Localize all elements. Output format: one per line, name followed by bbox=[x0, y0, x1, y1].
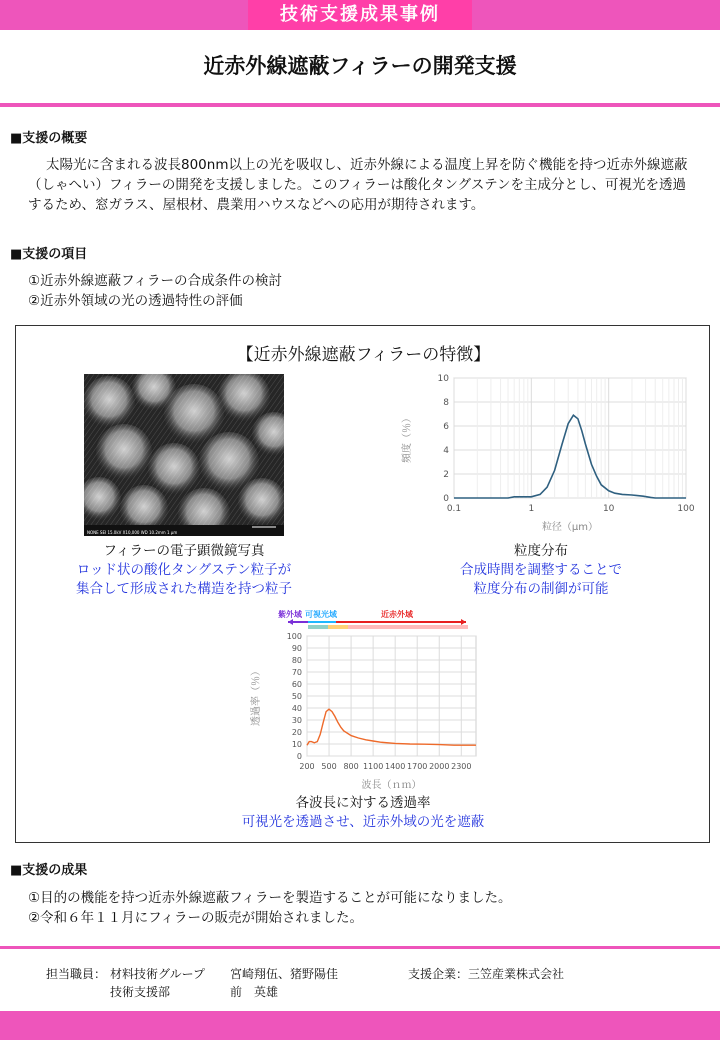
transmittance-grid bbox=[307, 636, 476, 756]
banner-label: 技術支援成果事例 bbox=[248, 0, 472, 30]
transmittance-series-line bbox=[307, 709, 476, 745]
x-tick-label: 500 bbox=[321, 762, 337, 771]
sem-photo bbox=[84, 374, 284, 536]
y-tick-label: 8 bbox=[443, 398, 449, 408]
psd-chart bbox=[396, 368, 696, 543]
results-heading: ■支援の成果 bbox=[10, 863, 88, 878]
y-tick-label: 0 bbox=[443, 494, 449, 504]
sem-note-2: 集合して形成された構造を持つ粒子 bbox=[76, 581, 292, 597]
y-tick-label: 90 bbox=[291, 644, 302, 653]
staff-dept-1: 材料技術グループ bbox=[110, 967, 206, 981]
x-tick-label: 1 bbox=[528, 504, 535, 514]
staff-names-2: 前 英雄 bbox=[230, 985, 279, 999]
transmittance-xlabel: 波長（ｎｍ） bbox=[361, 780, 422, 791]
y-tick-label: 50 bbox=[291, 692, 302, 701]
x-tick-label: 0.1 bbox=[446, 504, 462, 514]
y-tick-label: 40 bbox=[291, 704, 302, 713]
x-tick-label: 800 bbox=[343, 762, 359, 771]
items-heading: ■支援の項目 bbox=[10, 247, 88, 262]
y-tick-label: 100 bbox=[286, 632, 302, 641]
overview-heading: ■支援の概要 bbox=[10, 131, 88, 146]
psd-ylabel: 頻度（％） bbox=[402, 413, 413, 463]
list-item: ②令和６年１１月にフィラーの販売が開始されました。 bbox=[28, 910, 364, 926]
y-tick-label: 80 bbox=[291, 656, 302, 665]
transmittance-ylabel: 透過率（％） bbox=[251, 666, 262, 726]
company: 支援企業：三笠産業株式会社 bbox=[408, 967, 565, 981]
sem-scalebar: NONE SEI 15.0kV X10,000 WD 10.2mm 1 μm bbox=[87, 530, 178, 535]
psd-note-1: 合成時間を調整することで bbox=[460, 562, 622, 578]
psd-caption-block bbox=[421, 542, 661, 599]
sem-note-1: ロッド状の酸化タングステン粒子が bbox=[76, 562, 292, 578]
staff-names-1: 宮崎翔伍、猪野陽佳 bbox=[230, 967, 339, 981]
bottom-banner bbox=[0, 1011, 720, 1040]
items-list bbox=[28, 271, 282, 311]
list-item: ②近赤外領域の光の透過特性の評価 bbox=[28, 293, 243, 309]
sem-caption: フィラーの電子顕微鏡写真 bbox=[103, 543, 265, 559]
x-tick-label: 100 bbox=[677, 504, 695, 514]
sem-caption-block bbox=[64, 542, 304, 599]
y-tick-label: 10 bbox=[291, 740, 302, 749]
y-tick-label: 20 bbox=[291, 728, 302, 737]
plot-area bbox=[454, 378, 686, 498]
psd-series-line bbox=[454, 415, 686, 498]
trans-caption: 各波長に対する透過率 bbox=[295, 795, 431, 811]
y-tick-label: 2 bbox=[443, 470, 449, 480]
feature-title: 【近赤外線遮蔽フィラーの特徴】 bbox=[236, 345, 491, 365]
x-tick-label: 200 bbox=[299, 762, 315, 771]
x-tick-label: 1400 bbox=[384, 762, 406, 771]
x-tick-label: 10 bbox=[602, 504, 615, 514]
trans-caption-block bbox=[213, 794, 513, 832]
y-tick-label: 10 bbox=[437, 374, 449, 384]
staff-dept-2: 技術支援部 bbox=[110, 985, 171, 999]
x-tick-label: 2300 bbox=[451, 762, 472, 771]
overview-text: 太陽光に含まれる波長800nm以上の光を吸収し、近赤外線による温度上昇を防ぐ機能を持つ近赤外線遮蔽（しゃへい）フィラーの開発を支援しました。このフィラーは酸化タングステンを主成分とし、可視光を透過するため、窓ガラス、屋根材、農業用ハウスなどへの応用が期待されます。 bbox=[28, 157, 688, 213]
x-tick-label: 1700 bbox=[407, 762, 428, 771]
y-tick-label: 4 bbox=[443, 446, 449, 456]
divider bbox=[0, 946, 720, 949]
band-vis-label: 可視光域 bbox=[305, 610, 337, 619]
y-tick-label: 70 bbox=[291, 668, 302, 677]
psd-grid bbox=[454, 378, 686, 498]
psd-ticks bbox=[438, 374, 695, 514]
transmittance-chart bbox=[241, 608, 481, 798]
x-tick-label: 2000 bbox=[429, 762, 450, 771]
list-item: ①近赤外線遮蔽フィラーの合成条件の検討 bbox=[28, 273, 283, 289]
results-list bbox=[28, 888, 512, 928]
band-uv-label: 紫外域 bbox=[278, 610, 302, 619]
feature-panel bbox=[15, 325, 710, 843]
transmittance-ticks bbox=[287, 632, 472, 771]
trans-note: 可視光を透過させ、近赤外域の光を遮蔽 bbox=[241, 814, 485, 830]
list-item: ①目的の機能を持つ近赤外線遮蔽フィラーを製造することが可能になりました。 bbox=[28, 890, 512, 906]
page-title: 近赤外線遮蔽フィラーの開発支援 bbox=[203, 54, 517, 78]
y-tick-label: 60 bbox=[291, 680, 302, 689]
staff-label: 担当職員： bbox=[46, 967, 107, 981]
x-tick-label: 1100 bbox=[362, 762, 384, 771]
y-tick-label: 30 bbox=[291, 716, 302, 725]
band-nir-label: 近赤外域 bbox=[381, 610, 413, 619]
psd-xlabel: 粒径（μm） bbox=[541, 522, 599, 533]
psd-caption: 粒度分布 bbox=[514, 543, 568, 559]
y-tick-label: 0 bbox=[296, 752, 302, 761]
y-tick-label: 6 bbox=[443, 422, 449, 432]
top-banner bbox=[0, 0, 720, 30]
divider bbox=[0, 103, 720, 107]
psd-note-2: 粒度分布の制御が可能 bbox=[473, 581, 609, 597]
